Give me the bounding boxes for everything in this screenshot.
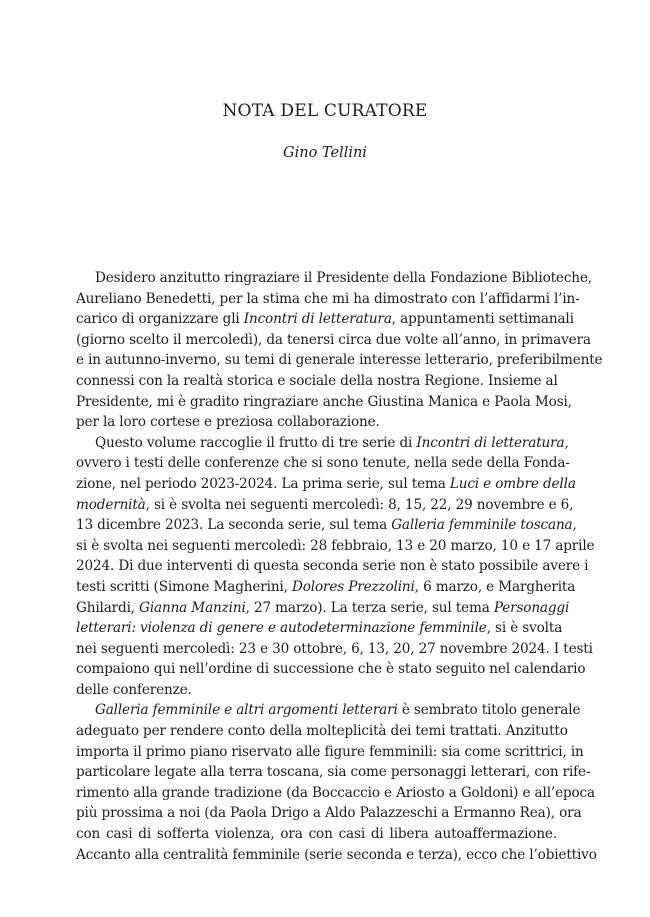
text-line <box>76 659 586 680</box>
italic-title: Personaggi <box>493 599 570 616</box>
text-run: (giorno scelto il mercoledì), da tenersi circa due volte all’anno, in primavera <box>76 331 591 348</box>
text-run: 2024. Di due interventi di questa seconda serie non è stato possibile avere i <box>76 558 589 575</box>
text-run: è sembrato titolo generale <box>397 702 581 719</box>
text-line <box>76 392 572 413</box>
text-run: Presidente, mi è gradito ringraziare anche Giustina Manica e Paola Mosi, <box>76 393 572 410</box>
text-line <box>76 824 557 845</box>
text-line <box>76 598 570 619</box>
text-run: zione, nel periodo 2023-2024. La prima serie, sul tema <box>76 475 450 492</box>
text-line <box>76 474 576 495</box>
text-run: importa il primo piano riservato alle figure femminili: sia come scrittrici, in <box>76 743 584 760</box>
text-run: adeguato per rendere conto della molteplicità dei temi trattati. Anzitutto <box>76 723 568 740</box>
text-line <box>76 309 574 330</box>
text-line <box>76 783 595 804</box>
text-line <box>76 762 591 783</box>
text-run: , <box>564 434 569 451</box>
text-run: ovvero i testi delle conferenze che si sono tenute, nella sede della Fonda- <box>76 455 570 472</box>
italic-title: Galleria femminile toscana <box>391 517 573 534</box>
text-line <box>76 289 580 310</box>
italic-title: Luci e ombre della <box>449 475 576 492</box>
text-line <box>76 453 570 474</box>
text-line <box>76 433 569 454</box>
text-run: , <box>572 517 577 534</box>
text-run: rimento alla grande tradizione (da Boccaccio e Ariosto a Goldoni) e all’epoca <box>76 784 595 801</box>
text-run: Ghilardi, <box>76 599 140 616</box>
text-line <box>76 515 577 536</box>
text-run: delle conferenze. <box>76 681 192 698</box>
text-run: Aureliano Benedetti, per la stima che mi ha dimostrato con l’affidarmi l’in- <box>76 290 580 307</box>
page-title: NOTA DEL CURATORE <box>222 101 428 121</box>
italic-title: Incontri di letteratura <box>416 434 565 451</box>
text-line <box>76 577 576 598</box>
text-run: particolare legate alla terra toscana, sia come personaggi letterari, con rife- <box>76 764 591 781</box>
text-line <box>76 845 597 866</box>
paragraph <box>76 433 595 701</box>
italic-title: Dolores Prezzolini <box>291 578 415 595</box>
text-run: testi scritti (Simone Magherini, <box>76 578 292 595</box>
text-line <box>76 700 581 721</box>
text-run: connessi con la realtà storica e sociale della nostra Regione. Insieme al <box>76 372 558 389</box>
text-run: si è svolta nei seguenti mercoledì: 28 febbraio, 13 e 20 marzo, 10 e 17 aprile <box>76 537 595 554</box>
italic-title: Galleria femminile e altri argomenti letterari <box>95 702 398 719</box>
text-run: 13 dicembre 2023. La seconda serie, sul tema <box>76 517 392 534</box>
italic-title: Gianna Manzini <box>139 599 246 616</box>
text-run: , appuntamenti settimanali <box>391 311 574 328</box>
text-line <box>76 680 557 701</box>
body-text <box>76 268 603 865</box>
text-line <box>76 803 582 824</box>
text-run: nei seguenti mercoledì: 23 e 30 ottobre, 6, 13, 20, 27 novembre 2024. I testi <box>76 640 593 657</box>
text-run: Desidero anzitutto ringraziare il Presidente della Fondazione Biblioteche, <box>95 270 592 286</box>
text-line <box>76 742 584 763</box>
text-line <box>76 618 563 639</box>
text-run: con casi di sofferta violenza, ora con casi di libera autoaffermazione. <box>76 826 557 843</box>
text-line <box>76 536 595 557</box>
text-run: Questo volume raccoglie il frutto di tre serie di <box>95 434 417 451</box>
author-name: Gino Tellini <box>283 145 367 161</box>
text-run: per la loro cortese e preziosa collaborazione. <box>76 414 380 431</box>
text-line <box>76 268 592 289</box>
text-line <box>76 639 593 660</box>
text-line <box>76 371 557 392</box>
text-run: compaiono qui nell’ordine di successione che è stato seguito nel calendario <box>76 661 586 678</box>
paragraph <box>76 268 603 433</box>
text-run: e in autunno-inverno, su temi di generale interesse letterario, preferibilmente <box>76 352 603 369</box>
italic-title: letterari: violenza di genere e autodeterminazione femminile <box>76 620 487 637</box>
text-line <box>76 350 603 371</box>
text-run: , 6 marzo, e Margherita <box>414 578 576 595</box>
text-run: più prossima a noi (da Paola Drigo a Aldo Palazzeschi a Ermanno Rea), ora <box>76 805 582 822</box>
italic-title: Incontri di letteratura <box>243 311 392 328</box>
text-line <box>76 495 574 516</box>
text-run: , si è svolta <box>486 620 563 637</box>
text-run: Accanto alla centralità femminile (serie seconda e terza), ecco che l’obiettivo <box>76 846 597 863</box>
text-run: , si è svolta nei seguenti mercoledì: 8, 15, 22, 29 novembre e 6, <box>145 496 574 513</box>
text-line <box>76 556 589 577</box>
text-line <box>76 330 591 351</box>
text-run: carico di organizzare gli <box>76 311 244 328</box>
text-run: , 27 marzo). La terza serie, sul tema <box>245 599 494 616</box>
paragraph <box>76 700 597 865</box>
italic-title: modernità <box>76 496 146 513</box>
text-line <box>76 721 568 742</box>
text-line <box>76 412 557 433</box>
